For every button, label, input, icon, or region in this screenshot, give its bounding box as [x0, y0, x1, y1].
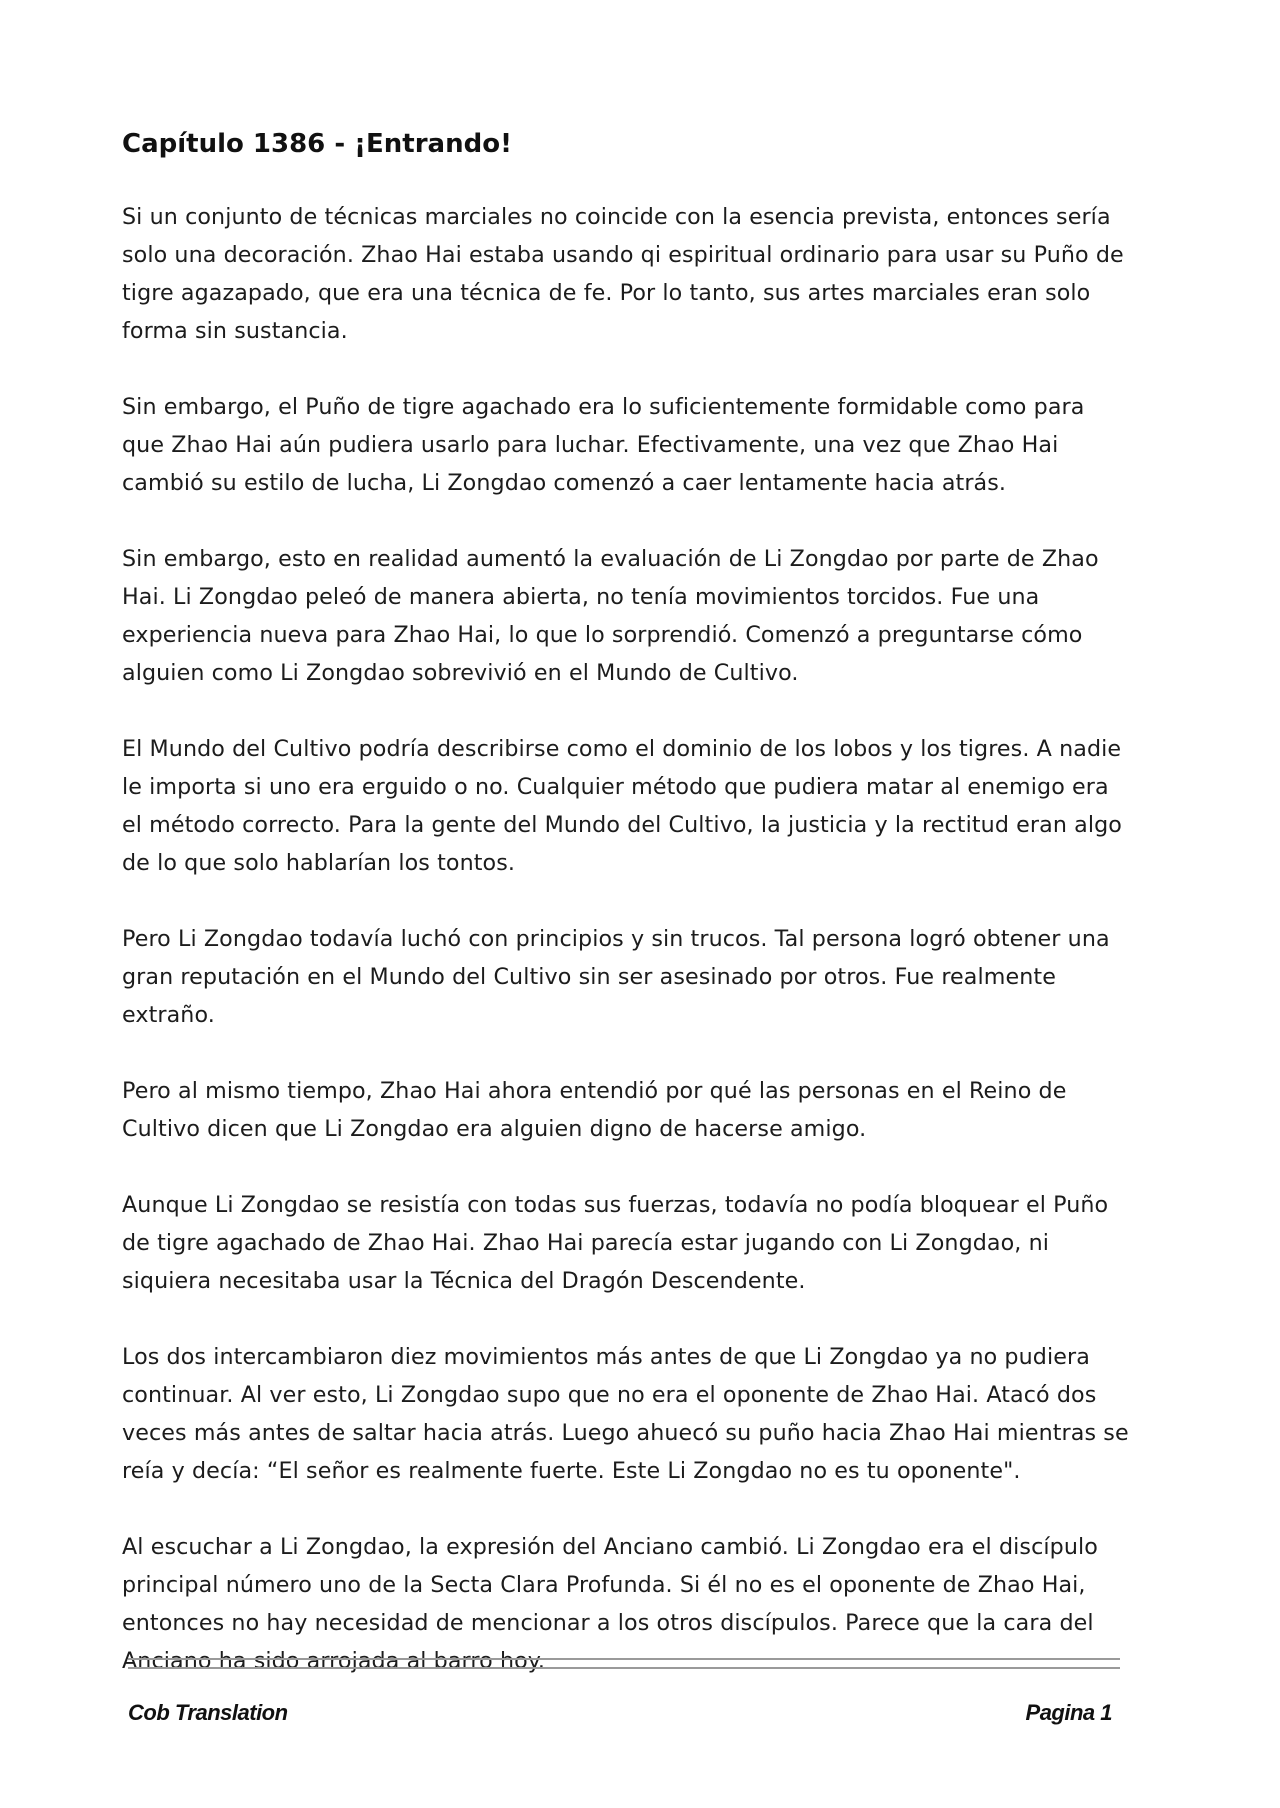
paragraph: El Mundo del Cultivo podría describirse como el dominio de los lobos y los tigres. A nadie le importa si uno era erguido o no. Cualquier método que pudiera matar al enemigo era el método correcto. Para la gente del Mundo del Cultivo, la justicia y la rectitud eran algo de lo que solo hablarían los tontos.	[122, 736, 1122, 876]
footer-publisher: Cob Translation	[128, 1700, 288, 1725]
footer-divider	[128, 1667, 1120, 1669]
paragraph: Sin embargo, el Puño de tigre agachado era lo suficientemente formidable como para que Zhao Hai aún pudiera usarlo para luchar. Efectivamente, una vez que Zhao Hai cambió su estilo de lucha, Li Zongdao comenzó a caer lentamente hacia atrás.	[122, 394, 1085, 496]
paragraph: Al escuchar a Li Zongdao, la expresión del Anciano cambió. Li Zongdao era el discípulo principal número uno de la Secta Clara Profunda. Si él no es el oponente de Zhao Hai, entonces no hay necesidad de mencionar a los otros discípulos. Parece que la cara del Anciano ha sido arrojada al barro hoy.	[122, 1534, 1098, 1674]
paragraph: Aunque Li Zongdao se resistía con todas sus fuerzas, todavía no podía bloquear el Puño de tigre agachado de Zhao Hai. Zhao Hai parecía estar jugando con Li Zongdao, ni siquiera necesitaba usar la Técnica del Dragón Descendente.	[122, 1192, 1109, 1294]
paragraph: Sin embargo, esto en realidad aumentó la evaluación de Li Zongdao por parte de Zhao Hai. Li Zongdao peleó de manera abierta, no tenía movimientos torcidos. Fue una experiencia nueva para Zhao Hai, lo que lo sorprendió. Comenzó a preguntarse cómo alguien como Li Zongdao sobrevivió en el Mundo de Cultivo.	[122, 546, 1099, 686]
paragraph: Los dos intercambiaron diez movimientos más antes de que Li Zongdao ya no pudiera continuar. Al ver esto, Li Zongdao supo que no era el oponente de Zhao Hai. Atacó dos veces más antes de saltar hacia atrás. Luego ahuecó su puño hacia Zhao Hai mientras se reía y decía: “El señor es realmente fuerte. Este Li Zongdao no es tu oponente".	[122, 1344, 1129, 1484]
footer-page-number: Pagina 1	[1025, 1700, 1112, 1725]
chapter-title: Capítulo 1386 - ¡Entrando!	[122, 129, 512, 159]
paragraph: Pero al mismo tiempo, Zhao Hai ahora entendió por qué las personas en el Reino de Cultivo dicen que Li Zongdao era alguien digno de hacerse amigo.	[122, 1078, 1067, 1142]
paragraph: Pero Li Zongdao todavía luchó con principios y sin trucos. Tal persona logró obtener una gran reputación en el Mundo del Cultivo sin ser asesinado por otros. Fue realmente extraño.	[122, 926, 1110, 1028]
footer-divider	[128, 1658, 1120, 1660]
paragraph: Si un conjunto de técnicas marciales no coincide con la esencia prevista, entonces sería solo una decoración. Zhao Hai estaba usando qi espiritual ordinario para usar su Puño de tigre agazapado, que era una técnica de fe. Por lo tanto, sus artes marciales eran solo forma sin sustancia.	[122, 204, 1124, 344]
document-page	[122, 128, 1132, 1718]
